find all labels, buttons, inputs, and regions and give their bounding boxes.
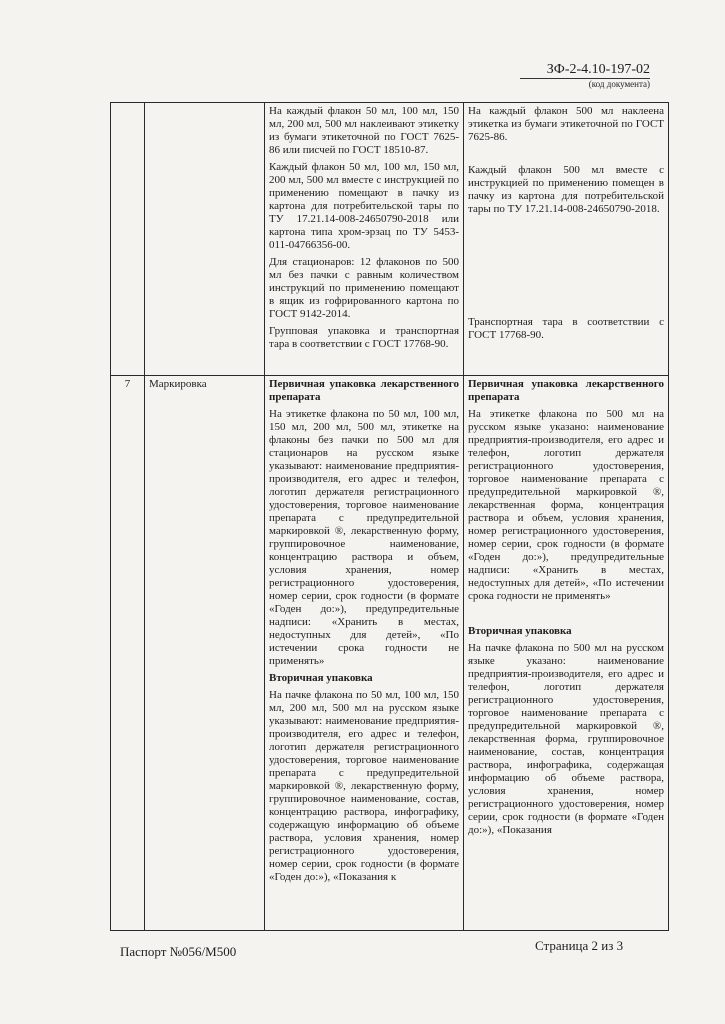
labeling-actual-cell (464, 376, 669, 931)
paragraph: Транспортная тара в соответствии с ГОСТ 17768-90. (468, 316, 664, 341)
spacer (468, 220, 664, 316)
row-label: Маркировка (145, 376, 265, 931)
paragraph: Каждый флакон 500 мл вместе с инструкцией по применению помещен в пачку из картона для потребительской тары по ТУ 17.21.14-008-24650790-2018. (468, 164, 664, 215)
packaging-actual-cell (464, 103, 669, 376)
paragraph: Для стационаров: 12 флаконов по 500 мл без пачки с равным количеством инструкций по применению помещают в ящик из гофрированного картона по ГОСТ 9142-2014. (269, 256, 459, 320)
secondary-packaging-heading: Вторичная упаковка (269, 672, 373, 684)
document-code-caption: (код документа) (588, 79, 650, 89)
document-code-block (520, 62, 650, 90)
row-number: 7 (111, 376, 145, 931)
paragraph: На этикетке флакона по 500 мл на русском языке указано: наименование предприятия-производителя, его адрес и телефон, логотип держателя регистрационного удостоверения, торговое наименование препарата с предупредительной маркировкой ®, лекарственная форма, концентрация раствора и объем, условия хранения, номер регистрационного удостоверения, номер серии, срок годности (в формате «Годен до:»), предупредительные надписи: «Хранить в местах, недоступных для детей», «По истечении срока годности не применять» (468, 408, 664, 602)
paragraph: На каждый флакон 50 мл, 100 мл, 150 мл, 200 мл, 500 мл наклеивают этикетку из бумаги этикеточной по ГОСТ 7625-86 или писчей по ГОСТ 18510-87. (269, 105, 459, 156)
spacer (468, 607, 664, 625)
row-label (145, 103, 265, 376)
paragraph: На каждый флакон 500 мл наклеена этикетка из бумаги этикеточной по ГОСТ 7625-86. (468, 105, 664, 143)
passport-table (110, 102, 669, 931)
table-row (111, 103, 669, 376)
paragraph: На пачке флакона по 50 мл, 100 мл, 150 мл, 200 мл, 500 мл на русском языке указывают: наименование предприятия-производителя, его адрес и телефон, логотип держателя регистрационного удостоверения, торговое наименование препарата с предупредительной маркировкой ®, лекарственную форму, группировочное наименование, состав, концентрацию раствора, инфографику, содержащую информацию об объеме раствора, условия хранения, номер регистрационного удостоверения, номер серии, срок годности (в формате «Годен до:»), «Показания к (269, 689, 459, 883)
labeling-description-cell (265, 376, 464, 931)
paragraph: На пачке флакона по 500 мл на русском языке указано: наименование предприятия-производителя, его адрес и телефон, логотип держателя регистрационного удостоверения, торговое наименование препарата с предупредительной маркировкой ®, лекарственная форма, группировочное наименование, состав, концентрация раствора, инфографика, содержащая информацию об объеме раствора, условия хранения, номер регистрационного удостоверения, номер серии, срок годности (в формате «Годен до:»), «Показания (468, 642, 664, 836)
spacer (468, 148, 664, 164)
paragraph: Групповая упаковка и транспортная тара в соответствии с ГОСТ 17768-90. (269, 325, 459, 350)
passport-number: Паспорт №056/М500 (120, 944, 237, 959)
paragraph: На этикетке флакона по 50 мл, 100 мл, 150 мл, 200 мл, 500 мл, этикетке на флаконы без пачки по 500 мл для стационаров на русском языке указывают: наименование предприятия-производителя, его адрес и телефон, логотип держателя регистрационного удостоверения, торговое наименование препарата с предупредительной маркировкой ®, лекарственную форму, группировочное наименование, концентрацию раствора и объем, условия хранения, номер регистрационного удостоверения, номер серии, срок годности (в формате «Годен до:»), предупредительные надписи: «Хранить в местах, недоступных для детей», «По истечении срока годности не применять» (269, 408, 459, 667)
primary-packaging-heading: Первичная упаковка лекарственного препарата (468, 378, 664, 403)
primary-packaging-heading: Первичная упаковка лекарственного препарата (269, 378, 459, 403)
paragraph: Каждый флакон 50 мл, 100 мл, 150 мл, 200 мл, 500 мл вместе с инструкцией по применению помещают в пачку из картона для потребительской тары по ТУ 17.21.14-008-24650790-2018 или картона типа хром-эрзац по ТУ 5453-011-04766356-00. (269, 161, 459, 251)
secondary-packaging-heading: Вторичная упаковка (468, 625, 572, 637)
table-row (111, 376, 669, 931)
row-number (111, 103, 145, 376)
page-number: Страница 2 из 3 (535, 938, 624, 953)
document-code: ЗФ-2-4.10-197-02 (520, 62, 650, 79)
packaging-description-cell (265, 103, 464, 376)
